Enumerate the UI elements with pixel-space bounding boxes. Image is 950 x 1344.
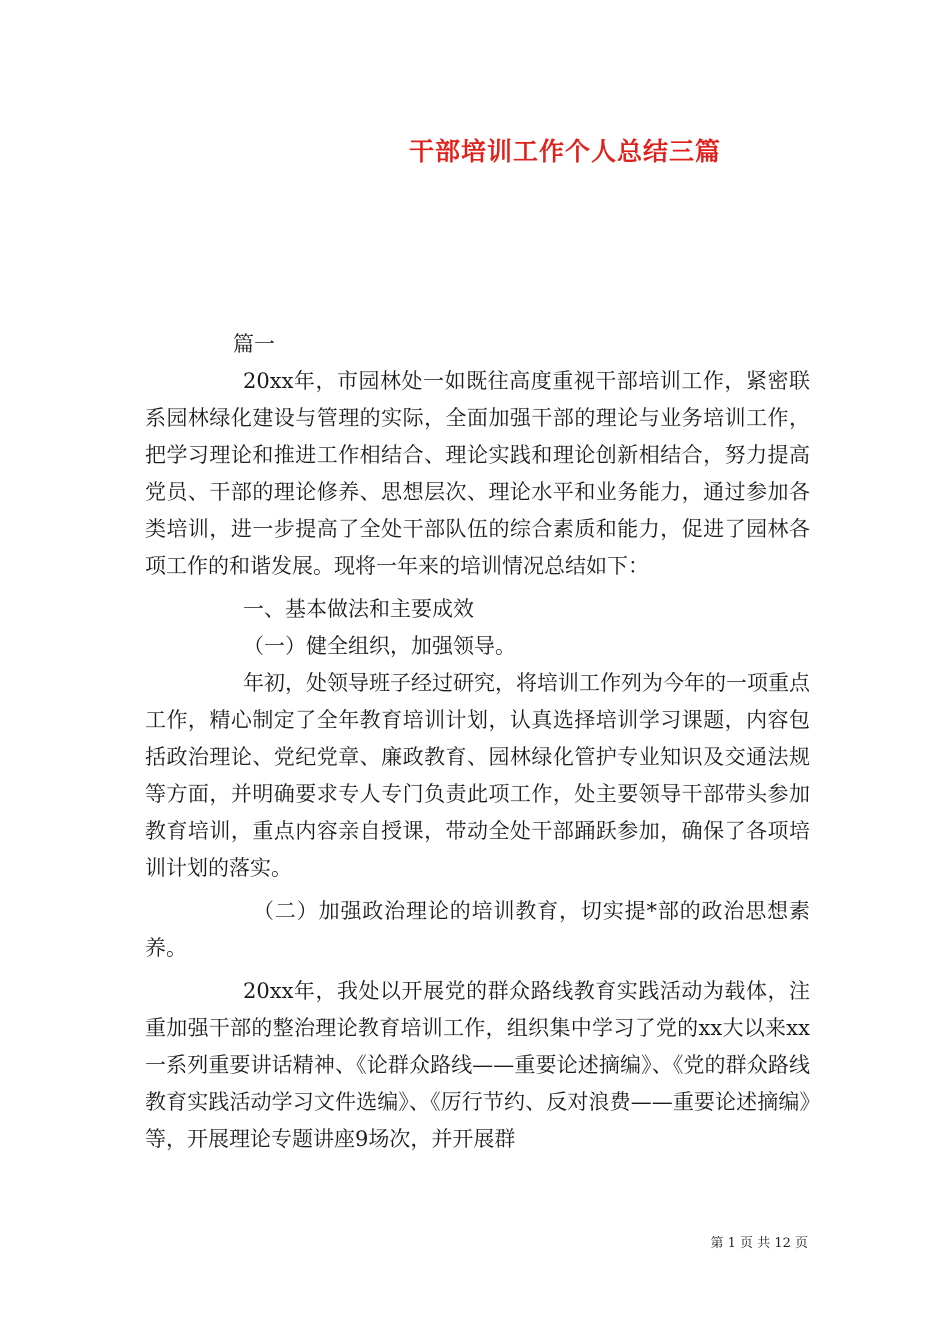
heading-organization: （一）健全组织，加强领导。 <box>243 634 516 658</box>
paragraph-organization: 年初，处领导班子经过研究，将培训工作列为今年的一项重点工作，精心制定了全年教育培训计划，认真选择培训学习课题，内容包括政治理论、党纪党章、廉政教育、园林绿化管护专业知识及交通法规等方面，并明确要求专人专门负责此项工作，处主要领导干部带头参加教育培训，重点内容亲自授课，带动全处干部踊跃参加，确保了各项培训计划的落实。 <box>145 671 810 880</box>
heading-political-training: （二）加强政治理论的培训教育，切实提*部的政治思想素养。 <box>145 899 810 960</box>
document-title: 干部培训工作个人总结三篇 <box>408 137 721 166</box>
heading-basic-practices: 一、基本做法和主要成效 <box>243 597 474 621</box>
document-body <box>145 326 810 1158</box>
paragraph-political-training: 20xx年，我处以开展党的群众路线教育实践活动为载体，注重加强干部的整治理论教育培训工作，组织集中学习了党的xx大以来xx一系列重要讲话精神、《论群众路线——重要论述摘编》、《党的群众路线教育实践活动学习文件选编》、《厉行节约、反对浪费——重要论述摘编》等，开展理论专题讲座9场次，并开展群 <box>145 979 810 1151</box>
paragraph-intro: 20xx年，市园林处一如既往高度重视干部培训工作，紧密联系园林绿化建设与管理的实际，全面加强干部的理论与业务培训工作，把学习理论和推进工作相结合、理论实践和理论创新相结合，努力提高党员、干部的理论修养、思想层次、理论水平和业务能力，通过参加各类培训，进一步提高了全处干部队伍的综合素质和能力，促进了园林各项工作的和谐发展。现将一年来的培训情况总结如下： <box>145 369 810 578</box>
section-label: 篇一 <box>233 332 275 356</box>
page-footer: 第 1 页 共 12 页 <box>710 1236 808 1251</box>
